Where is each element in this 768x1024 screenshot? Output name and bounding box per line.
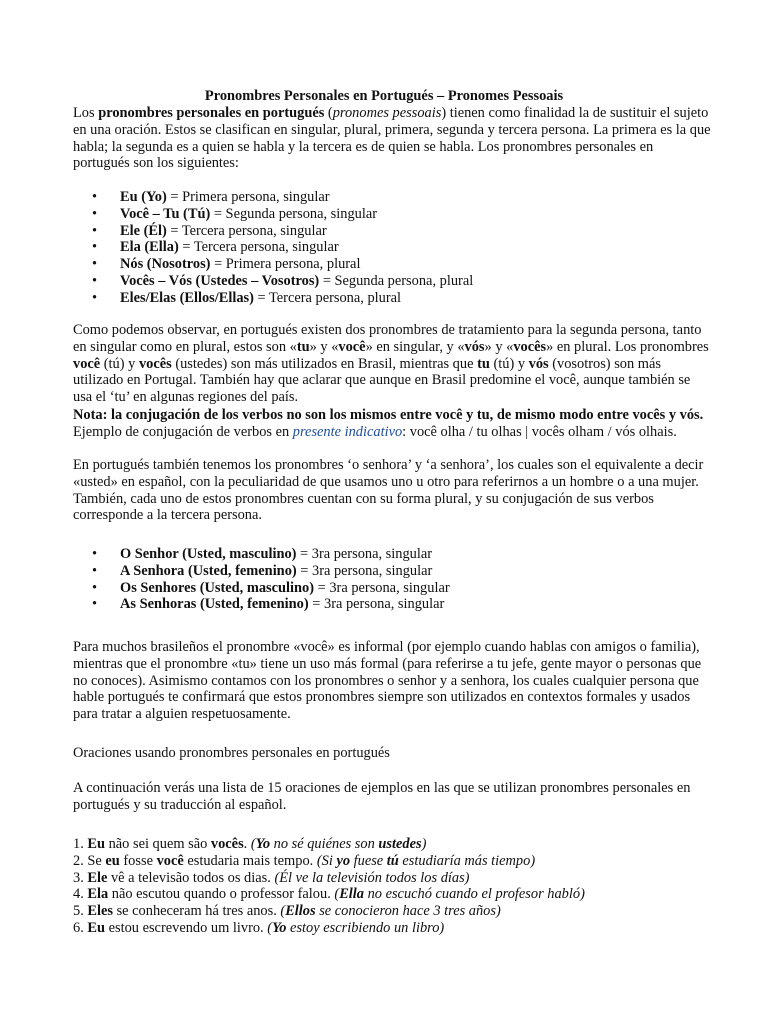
para-text: (tú) y (489, 355, 529, 372)
es-bold: tú (386, 852, 399, 869)
pt-text: . (243, 836, 251, 852)
pt-text: estou escrevendo um livro. (105, 919, 268, 936)
pronoun-list (73, 189, 713, 307)
intro-bold: pronombres personales en portugués (98, 105, 325, 121)
pt-bold: Eu (87, 836, 105, 852)
es-text: se conocieron hace 3 tres años) (315, 903, 501, 920)
pt-bold: Eu (87, 919, 105, 936)
list-item (73, 256, 713, 273)
pt-text: fosse (119, 852, 157, 869)
formal-term: As Senhoras (Usted, femenino) (120, 596, 309, 613)
list-item (73, 239, 713, 256)
list-item (73, 206, 713, 223)
pronoun-term: Você – Tu (Tú) (120, 205, 211, 222)
example-item (73, 836, 713, 853)
presente-indicativo-link[interactable]: presente indicativo (292, 423, 403, 440)
formal-desc: = 3ra persona, singular (296, 562, 433, 579)
example-item (73, 870, 713, 887)
es-text: estudiaría más tiempo) (398, 852, 536, 869)
example-number: 1. (73, 836, 88, 852)
informal-paragraph: Para muchos brasileños el pronombre «você» es informal (por ejemplo cuando hablas con amigos o familia), mientras que el pronombre «tu» tiene un uso más formal (para referirse a tu jefe, gente mayor o personas que no conoces). Asimismo contamos con los pronombres o senhor y a senhora, los cuales cualquier persona que hable portugués te confirmará que estos pronombres siempre son utilizados en contextos formales y usados para tratar a alguien respetuosamente. (73, 639, 702, 723)
pronoun-desc: = Primera persona, singular (166, 189, 330, 205)
intro-text-2: ( (324, 105, 333, 121)
es-text: (Si (316, 852, 337, 869)
para-text: Como podemos observar, en portugués existen dos pronombres de tratamiento para la segunda persona, tanto en singular como en plural, estos son « (73, 322, 702, 355)
formal-term: O Senhor (Usted, masculino) (120, 546, 297, 562)
pt-bold: Ele (87, 869, 108, 886)
es-text: ( (250, 836, 256, 852)
para-bold: vocês (138, 355, 172, 372)
es-text: (Él ve la televisión todos los días) (274, 869, 470, 886)
list-item (73, 546, 713, 563)
pt-text: não sei quem são (105, 836, 211, 852)
list-item (73, 189, 713, 206)
pt-bold: eu (105, 852, 120, 869)
formal-desc: = 3ra persona, singular (296, 546, 433, 562)
list-item (73, 223, 713, 240)
pronoun-desc: = Segunda persona, singular (210, 205, 378, 222)
pronoun-term: Eu (Yo) (120, 189, 167, 205)
note-text-2: : você olha / tu olhas | vocês olham / vós olhais. (402, 423, 677, 440)
es-text: fuese (350, 852, 387, 869)
list-item (73, 580, 713, 597)
list-item (73, 563, 713, 580)
formal-desc: = 3ra persona, singular (314, 579, 450, 596)
pt-text: estudaria mais tempo. (183, 852, 317, 869)
examples-intro: A continuación verás una lista de 15 oraciones de ejemplos en las que se utilizan pronombres personales en portugués y su traducción al español. (73, 780, 691, 813)
pt-bold: você (156, 852, 184, 869)
para-text: » en singular, y « (365, 338, 465, 355)
note-text-1: Ejemplo de conjugación de verbos en (73, 423, 293, 440)
formal-term: A Senhora (Usted, femenino) (120, 562, 297, 579)
pt-text: se conheceram há tres anos. (112, 903, 281, 920)
example-item (73, 903, 713, 920)
example-item (73, 920, 713, 937)
para-text: » y « (484, 338, 514, 355)
pt-text: não escutou quando o professor falou. (108, 886, 335, 903)
es-text: no sé quiénes son (270, 836, 379, 852)
intro-italic: pronomes pessoais (332, 105, 442, 121)
es-bold: Ellos (285, 903, 316, 920)
example-number: 2. (73, 852, 88, 869)
pronoun-desc: = Tercera persona, singular (166, 222, 327, 239)
pronoun-desc: = Tercera persona, singular (178, 239, 339, 256)
para-bold: vocês (513, 338, 547, 355)
section-heading: Oraciones usando pronombres personales en portugués (73, 745, 390, 761)
pronoun-desc: = Primera persona, plural (210, 256, 361, 273)
intro-text-1: Los (73, 105, 99, 121)
es-text: ( (334, 886, 340, 903)
pt-bold: Eles (87, 903, 113, 920)
pronoun-term: Nós (Nosotros) (120, 256, 211, 273)
para-text: (tú) y (100, 355, 139, 372)
es-bold: ustedes (378, 836, 422, 852)
list-item (73, 596, 713, 613)
pronoun-desc: = Segunda persona, plural (319, 272, 474, 289)
pronoun-term: Ela (Ella) (120, 239, 179, 256)
pt-text: Se (87, 852, 106, 869)
pt-text: vê a televisão todos os dias. (107, 869, 275, 886)
es-text: ( (280, 903, 286, 920)
pronoun-term: Ele (Él) (120, 222, 167, 239)
example-number: 5. (73, 903, 88, 920)
pronoun-desc: = Tercera persona, plural (253, 289, 402, 306)
es-bold: Yo (255, 836, 271, 852)
pt-bold: vocês (210, 836, 244, 852)
es-text: estoy escribiendo un libro) (286, 919, 445, 936)
para-bold: você (338, 338, 366, 355)
intro-text-3: ) tienen como finalidad la de sustituir el sujeto en una oración. Estos se clasifican en singular, plural, primera, segunda y tercera persona. La primera es la que habla; la segunda es a quien se habla y la tercera es de quien se habla. Los pronombres personales en portugués son los siguientes: (73, 105, 711, 172)
formal-pronoun-list (73, 546, 713, 613)
para-bold: vós (528, 355, 549, 372)
es-text: ) (421, 836, 427, 852)
para-text: » y « (309, 338, 339, 355)
formal-desc: = 3ra persona, singular (308, 596, 445, 613)
tratamiento-paragraph (73, 322, 713, 406)
pt-bold: Ela (87, 886, 109, 903)
para-bold: tu (296, 338, 310, 355)
example-number: 4. (73, 886, 88, 903)
es-bold: Ella (339, 886, 364, 903)
para-text: (ustedes) son más utilizados en Brasil, mientras que (171, 355, 478, 372)
example-item (73, 853, 713, 870)
para-text: (vosotros) son más utilizado en Portugal. También hay que aclarar que aunque en Brasil predomine el você, aunque también se usa el ‘tu’ en algunas regiones del país. (73, 355, 691, 406)
example-item (73, 886, 713, 903)
formal-term: Os Senhores (Usted, masculino) (120, 579, 315, 596)
para-bold: tu (477, 355, 490, 372)
senhor-paragraph: En portugués también tenemos los pronombres ‘o senhora’ y ‘a senhora’, los cuales son el equivalente a decir «usted» en español, con la peculiaridad de que usamos uno u otro para referirnos a un hombre o a una mujer. También, cada uno de estos pronombres cuentan con su forma plural, y su conjugación de sus verbos corresponde a la tercera persona. (73, 457, 704, 524)
pronoun-term: Eles/Elas (Ellos/Ellas) (120, 289, 254, 306)
note-bold: Nota: la conjugación de los verbos no son los mismos entre você y tu, de mismo modo entre vocês y vós. (73, 407, 704, 423)
para-bold: você (73, 355, 101, 372)
para-bold: vós (464, 338, 485, 355)
es-text: no escuchó cuando el profesor habló) (363, 886, 585, 903)
examples-list (73, 836, 713, 937)
pronoun-term: Vocês – Vós (Ustedes – Vosotros) (120, 272, 320, 289)
para-text: » en plural. Los pronombres (546, 338, 709, 355)
page-title: Pronombres Personales en Portugués – Pronomes Pessoais (204, 88, 564, 104)
example-number: 3. (73, 869, 88, 886)
intro-paragraph (73, 105, 713, 172)
es-text: ( (267, 919, 273, 936)
es-bold: Yo (272, 919, 287, 936)
es-bold: yo (336, 852, 351, 869)
list-item (73, 290, 713, 307)
list-item (73, 273, 713, 290)
example-number: 6. (73, 919, 88, 936)
note-paragraph (73, 407, 713, 441)
